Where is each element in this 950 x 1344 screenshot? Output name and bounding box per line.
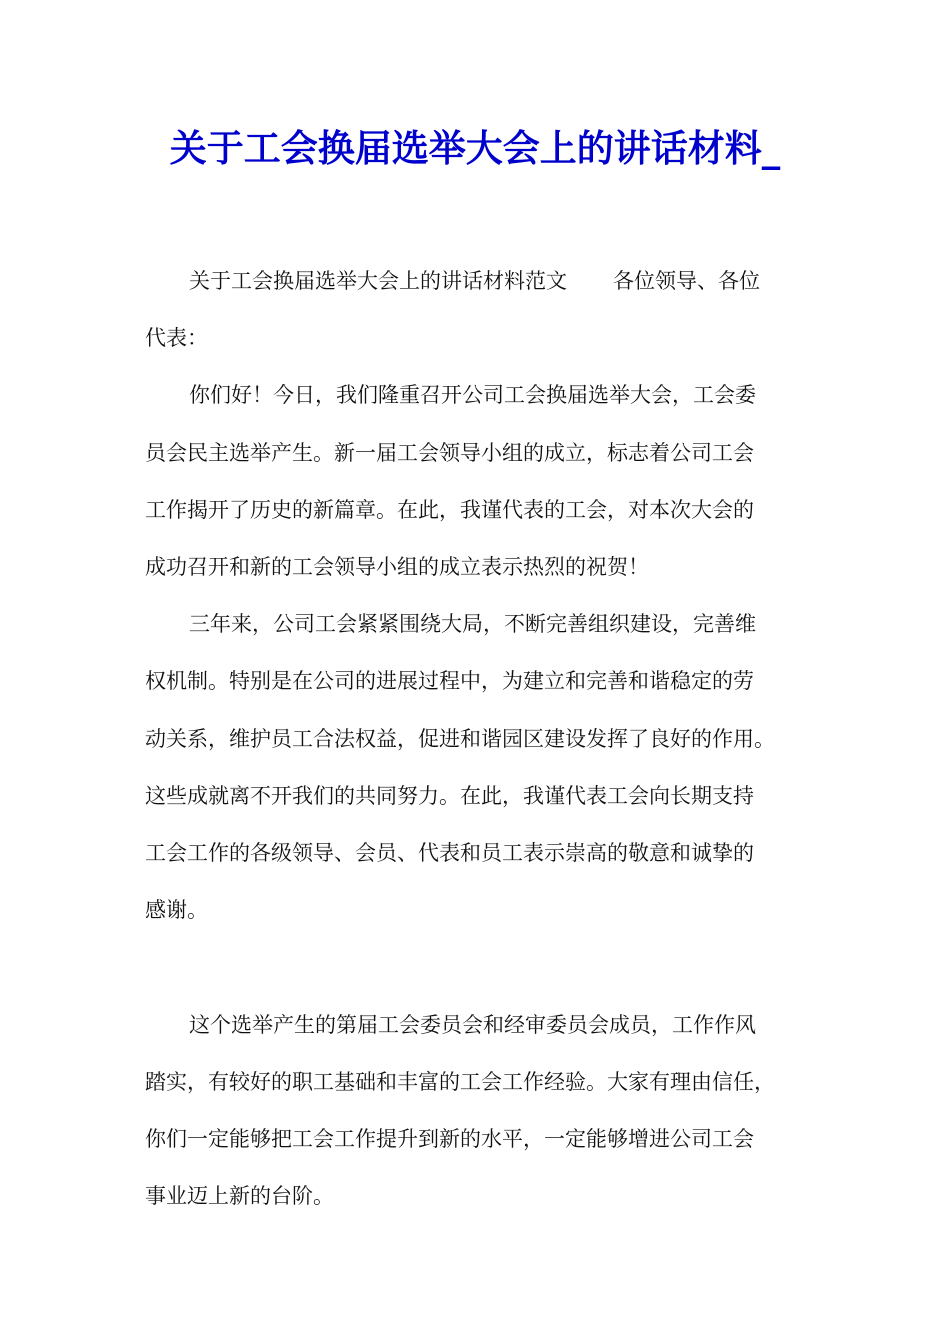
- text-line: 踏实，有较好的职工基础和丰富的工会工作经验。大家有理由信任，: [145, 1070, 775, 1094]
- text-line: [189, 266, 760, 296]
- text-line: 这些成就离不开我们的共同努力。在此，我谨代表工会向长期支持: [145, 784, 754, 808]
- text-line: 你们好！今日，我们隆重召开公司工会换届选举大会，工会委: [189, 383, 756, 407]
- document-title: 关于工会换届选举大会上的讲话材料_: [169, 127, 781, 170]
- text-line: 三年来，公司工会紧紧围绕大局，不断完善组织建设，完善维: [189, 612, 756, 636]
- text-line: 成功召开和新的工会领导小组的成立表示热烈的祝贺！: [145, 555, 649, 579]
- text-line: 动关系，维护员工合法权益，促进和谐园区建设发挥了良好的作用。: [145, 727, 775, 751]
- text-line: 代表：: [145, 326, 208, 350]
- text-line: 这个选举产生的第届工会委员会和经审委员会成员，工作作风: [189, 1013, 756, 1037]
- text-line: 工会工作的各级领导、会员、代表和员工表示崇高的敬意和诚挚的: [145, 841, 754, 865]
- text-line: 工作揭开了历史的新篇章。在此，我谨代表的工会，对本次大会的: [145, 498, 754, 522]
- text-line: 感谢。: [145, 898, 208, 922]
- text-segment: 各位领导、各位: [613, 269, 760, 293]
- text-line: 事业迈上新的台阶。: [145, 1184, 334, 1208]
- text-line: 你们一定能够把工会工作提升到新的水平，一定能够增进公司工会: [145, 1127, 754, 1151]
- text-line: 员会民主选举产生。新一届工会领导小组的成立，标志着公司工会: [145, 441, 754, 465]
- text-segment: 关于工会换届选举大会上的讲话材料范文: [189, 269, 567, 293]
- text-line: 权机制。特别是在公司的进展过程中，为建立和完善和谐稳定的劳: [145, 669, 754, 693]
